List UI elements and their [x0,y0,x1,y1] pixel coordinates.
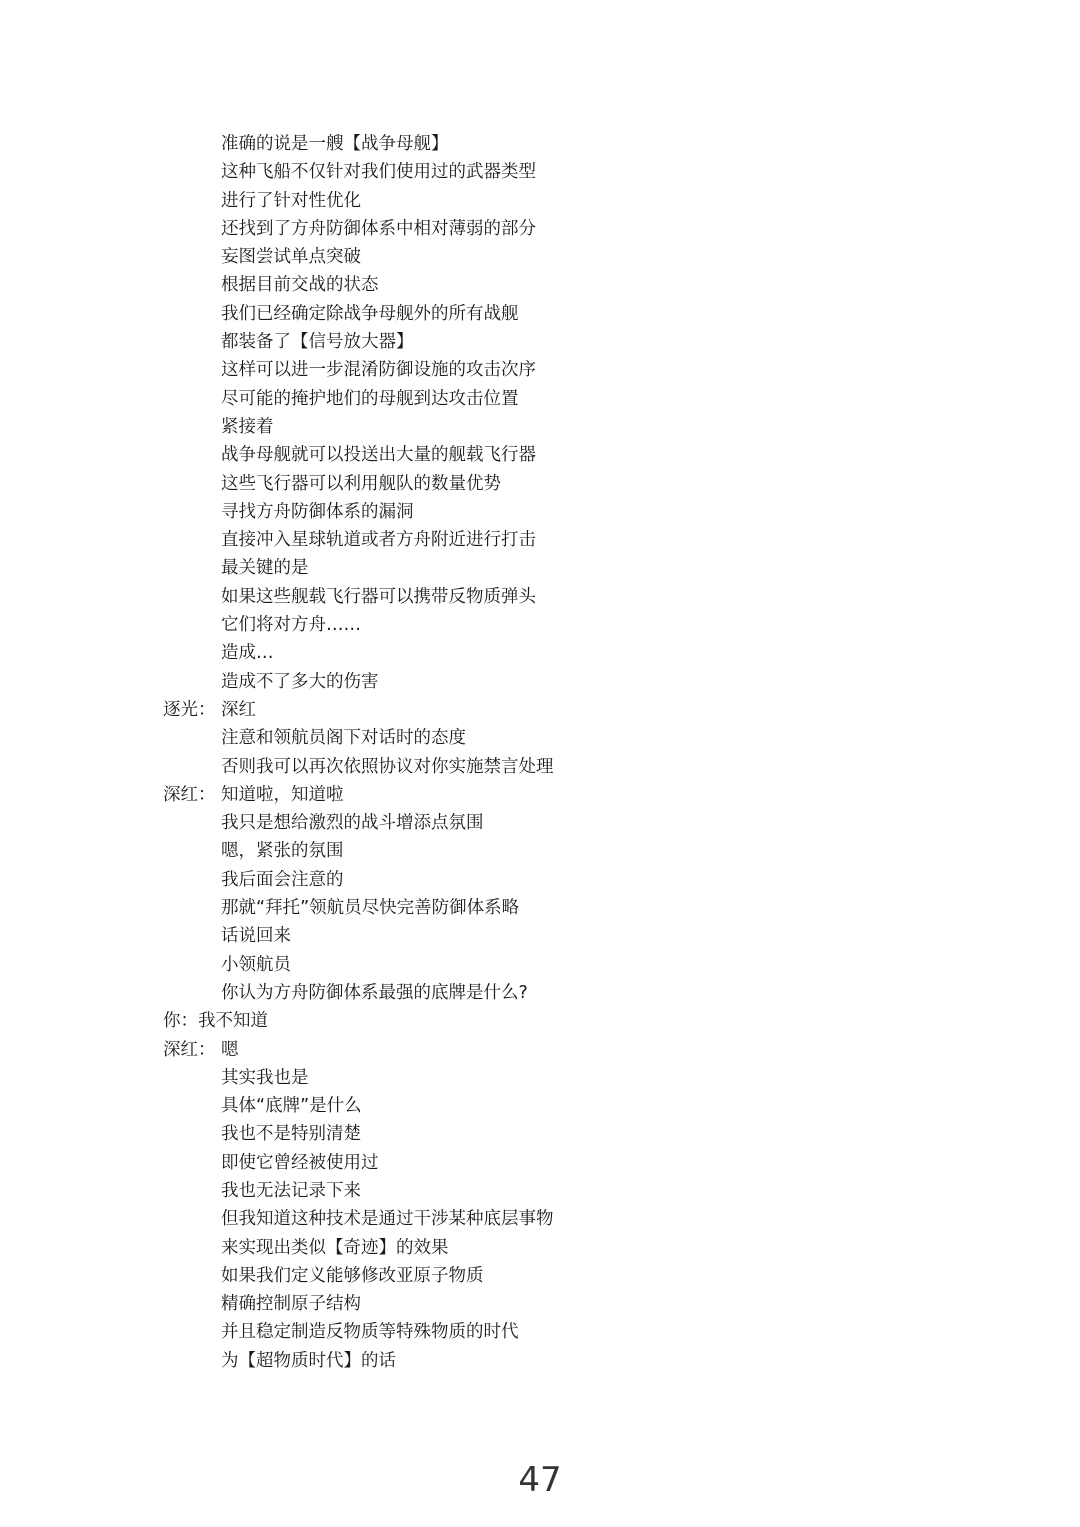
dialogue-line [163,1262,1023,1290]
dialogue-line [163,781,1023,809]
line-text: 最关键的是 [221,558,309,579]
line-text: 为【超物质时代】的话 [221,1350,396,1371]
line-text: 我不知道 [198,1011,268,1032]
dialogue-line [163,1290,1023,1318]
line-text: 这些飞行器可以利用舰队的数量优势 [221,473,501,494]
dialogue-line [163,951,1023,979]
line-text: 来实现出类似【奇迹】的效果 [221,1237,449,1258]
dialogue-line [163,979,1023,1007]
line-text: 直接冲入星球轨道或者方舟附近进行打击 [221,530,536,551]
line-text: 我后面会注意的 [221,869,344,890]
line-text: 我们已经确定除战争母舰外的所有战舰 [221,303,519,324]
dialogue-line [163,130,1023,158]
line-text: 具体“底牌”是什么 [221,1096,362,1117]
dialogue-line [163,498,1023,526]
dialogue-line [163,328,1023,356]
line-text: 准确的说是一艘【战争母舰】 [221,134,449,154]
dialogue-line [163,583,1023,611]
line-text: 这样可以进一步混淆防御设施的攻击次序 [221,360,536,381]
dialogue-line [163,1007,1023,1035]
dialogue-line [163,243,1023,271]
line-text: 注意和领航员阁下对话时的态度 [221,728,466,749]
line-text: 嗯，紧张的氛围 [221,841,344,862]
dialogue-line [163,1234,1023,1262]
dialogue-line [163,526,1023,554]
line-text: 那就“拜托”领航员尽快完善防御体系略 [221,898,520,919]
dialogue-line [163,1092,1023,1120]
speaker-name: 你： [163,1011,198,1032]
line-text: 寻找方舟防御体系的漏洞 [221,501,414,522]
line-text: 我只是想给激烈的战斗增添点氛围 [221,813,484,834]
dialogue-line [163,215,1023,243]
line-text: 我也无法记录下来 [221,1180,361,1201]
dialogue-line [163,668,1023,696]
line-text: 你认为方舟防御体系最强的底牌是什么? [221,982,528,1003]
line-text: 精确控制原子结构 [221,1294,361,1315]
dialogue-line [163,1064,1023,1092]
dialogue-line [163,300,1023,328]
dialogue-line [163,696,1023,724]
dialogue-line [163,271,1023,299]
dialogue-line [163,1149,1023,1177]
speaker-name: 深红： [163,1039,216,1060]
line-text: 知道啦，知道啦 [221,784,344,805]
dialogue-line [163,1177,1023,1205]
line-text: 但我知道这种技术是通过干涉某种底层事物 [221,1209,554,1230]
dialogue-line [163,158,1023,186]
dialogue-line [163,1120,1023,1148]
line-text: 小领航员 [221,954,291,975]
line-text: 根据目前交战的状态 [221,275,379,296]
dialogue-line [163,470,1023,498]
dialogue-line [163,1205,1023,1233]
dialogue-line [163,441,1023,469]
page-number: 47 [518,1460,562,1500]
line-text: 如果我们定义能够修改亚原子物质 [221,1265,484,1286]
dialogue-line [163,724,1023,752]
line-text: 否则我可以再次依照协议对你实施禁言处理 [221,756,554,777]
line-text: 我也不是特别清楚 [221,1124,361,1145]
line-text: 并且稳定制造反物质等特殊物质的时代 [221,1322,519,1343]
speaker-name: 逐光： [163,699,216,720]
dialogue-line [163,809,1023,837]
dialogue-line [163,866,1023,894]
line-text: 造成… [221,643,274,664]
line-text: 进行了针对性优化 [221,190,361,211]
line-text: 战争母舰就可以投送出大量的舰载飞行器 [221,445,536,466]
line-text: 嗯 [221,1039,239,1060]
dialogue-line [163,837,1023,865]
line-text: 造成不了多大的伤害 [221,671,379,692]
line-text: 如果这些舰载飞行器可以携带反物质弹头 [221,586,536,607]
dialogue-line [163,187,1023,215]
line-text: 它们将对方舟…… [221,615,361,636]
line-text: 深红 [221,699,256,720]
dialogue-line [163,1318,1023,1346]
line-text: 即使它曾经被使用过 [221,1152,379,1173]
dialogue-line [163,1347,1023,1375]
line-text: 尽可能的掩护地们的母舰到达攻击位置 [221,388,519,409]
dialogue-block [163,130,1023,1375]
dialogue-line [163,894,1023,922]
dialogue-line [163,554,1023,582]
line-text: 这种飞船不仅针对我们使用过的武器类型 [221,162,536,183]
line-text: 都装备了【信号放大器】 [221,332,414,353]
dialogue-line [163,639,1023,667]
dialogue-line [163,753,1023,781]
speaker-name: 深红： [163,784,216,805]
line-text: 紧接着 [221,416,274,437]
dialogue-line [163,1036,1023,1064]
line-text: 话说回来 [221,926,291,947]
dialogue-line [163,611,1023,639]
line-text: 妄图尝试单点突破 [221,247,361,268]
dialogue-line [163,922,1023,950]
dialogue-line [163,413,1023,441]
line-text: 还找到了方舟防御体系中相对薄弱的部分 [221,218,536,239]
dialogue-line [163,356,1023,384]
line-text: 其实我也是 [221,1067,309,1088]
dialogue-line [163,385,1023,413]
